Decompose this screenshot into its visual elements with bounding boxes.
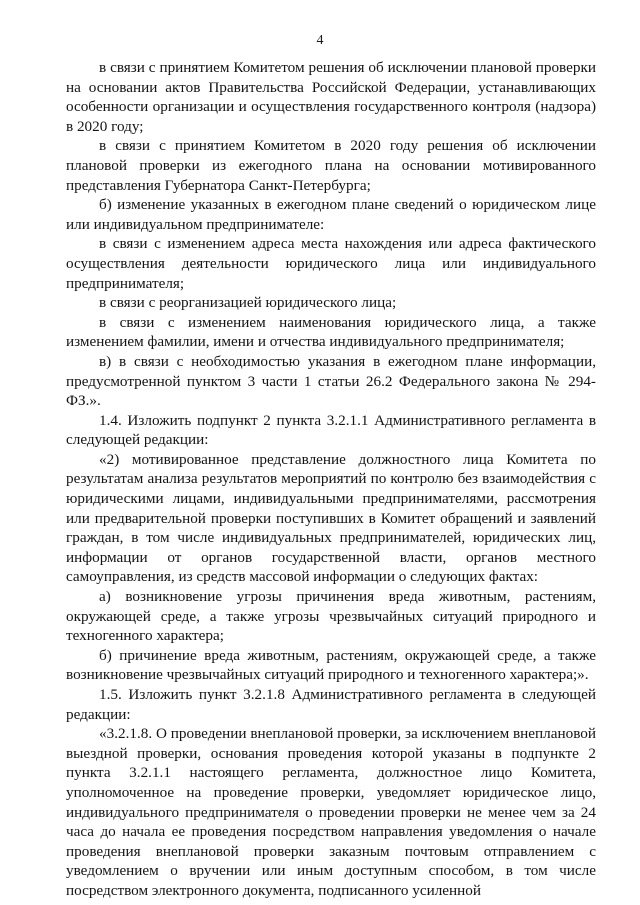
paragraph: а) возникновение угрозы причинения вреда животным, растениям, окружающей среде, а также угрозы чрезвычайных ситуаций природного и техногенного характера; — [66, 588, 596, 645]
paragraph: б) причинение вреда животным, растениям, окружающей среде, а также возникновение чрезвычайных ситуаций природного и техногенного характера;». — [66, 646, 596, 684]
paragraph: в связи с изменением адреса места нахождения или адреса фактического осуществления деятельности юридического лица или индивидуального предпринимателя; — [66, 235, 596, 292]
document-body — [66, 58, 596, 901]
paragraph: в связи с принятием Комитетом решения об исключении плановой проверки на основании актов Правительства Российской Федерации, устанавливающих особенности организации и осуществления государственного контроля (надзора) в 2020 году; — [66, 59, 596, 135]
paragraph: в связи с изменением наименования юридического лица, а также изменением фамилии, имени и отчества индивидуального предпринимателя; — [66, 313, 596, 351]
paragraph: 1.4. Изложить подпункт 2 пункта 3.2.1.1 Административного регламента в следующей редакции: — [66, 411, 596, 449]
paragraph: в связи с реорганизацией юридического лица; — [99, 294, 397, 312]
paragraph: б) изменение указанных в ежегодном плане сведений о юридическом лице или индивидуальном предпринимателе: — [66, 196, 596, 233]
paragraph: 1.5. Изложить пункт 3.2.1.8 Административного регламента в следующей редакции: — [66, 686, 596, 723]
page-number: 4 — [316, 33, 324, 48]
paragraph: «3.2.1.8. О проведении внеплановой проверки, за исключением внеплановой выездной проверки, основания проведения которой указаны в подпункте 2 пункта 3.2.1.1 настоящего регламента, должностное лицо Комитета, уполномоченное на проведение проверки, уведомляет юридическое лицо, индивидуального предпринимателя о проведении проверки не менее чем за 24 часа до начала ее проведения посредством направления уведомления о начале проведения внеплановой проверки заказным почтовым отправлением с уведомлением о вручении или иным доступным способом, в том числе посредством электронного документа, подписанного усиленной — [66, 725, 596, 899]
paragraph: в связи с принятием Комитетом в 2020 году решения об исключении плановой проверки из ежегодного плана на основании мотивированного представления Губернатора Санкт-Петербурга; — [66, 137, 596, 194]
paragraph: «2) мотивированное представление должностного лица Комитета по результатам анализа результатов мероприятий по контролю без взаимодействия с юридическими лицами, индивидуальными предпринимателями, рассмотрения или предварительной проверки поступивших в Комитет обращений и заявлений граждан, в том числе индивидуальных предпринимателей, юридических лиц, информации от органов государственной власти, органов местного самоуправления, из средств массовой информации о следующих фактах: — [66, 450, 596, 586]
paragraph: в) в связи с необходимостью указания в ежегодном плане информации, предусмотренной пунктом 3 части 1 статьи 26.2 Федерального закона № 294-ФЗ.». — [66, 352, 596, 410]
